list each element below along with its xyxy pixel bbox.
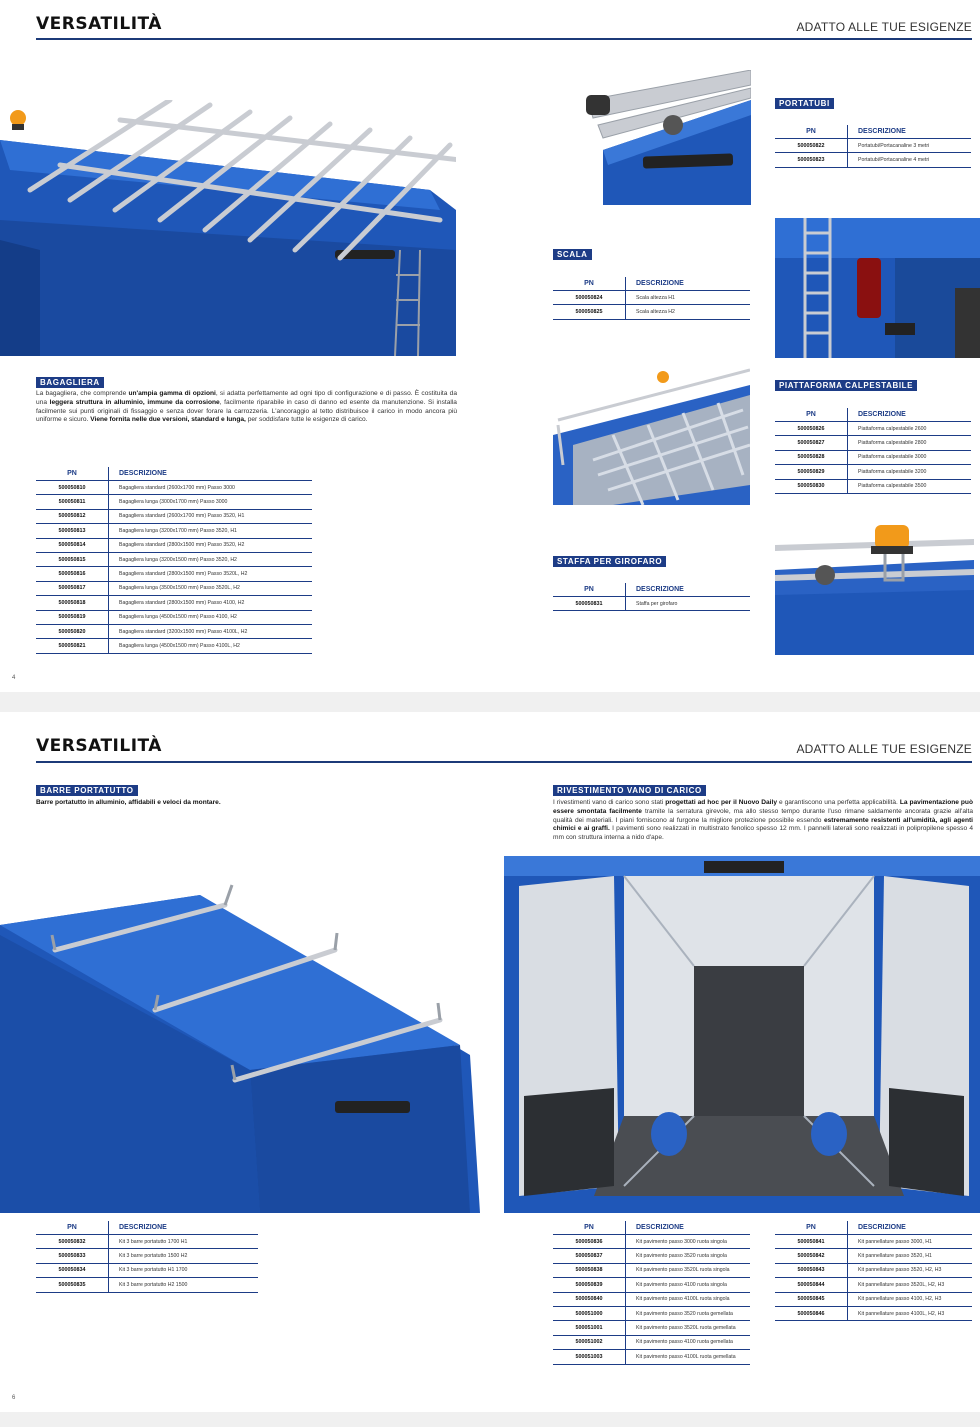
- part-description: Piattaforma calpestabile 3200: [858, 468, 927, 475]
- header-rule: [36, 38, 972, 40]
- part-number: 500051003: [553, 1350, 626, 1363]
- table-row: [36, 625, 312, 639]
- section-tag-portatubi: PORTATUBI: [775, 98, 834, 109]
- table-row: [775, 451, 971, 465]
- part-number: 500050814: [36, 539, 109, 552]
- part-number: 500050844: [775, 1278, 848, 1291]
- table-row: [553, 1249, 750, 1263]
- table-row: [36, 1278, 258, 1292]
- table-row: [775, 1235, 972, 1249]
- part-number: 500050821: [36, 639, 109, 652]
- part-number: 500050816: [36, 567, 109, 580]
- piattaforma-table: [775, 408, 971, 494]
- portatubi-image: [578, 70, 751, 205]
- table-row: [553, 1235, 750, 1249]
- part-description: Kit pavimento passo 3520L ruota singola: [636, 1267, 730, 1274]
- part-description: Kit pavimento passo 4100 ruota singola: [636, 1281, 727, 1288]
- header-descrizione: DESCRIZIONE: [858, 1224, 906, 1231]
- barre-subtitle: Barre portatutto in alluminio, affidabili e veloci da montare.: [36, 799, 221, 806]
- part-number: 500050827: [775, 436, 848, 449]
- table-row: [775, 139, 971, 153]
- header-pn: PN: [553, 1221, 626, 1234]
- part-number: 500050836: [553, 1235, 626, 1248]
- rivestimento-description: I rivestimenti vano di carico sono stati progettati ad hoc per il Nuovo Daily e garantiscono una perfetta applicabilità. La pavimentazione può essere smontata facilmente tramite la serratura girevole, ma allo stesso tempo durante l'uso rimane saldamente ancorata grazie all'alta qualità dei materiali. I piani forniscono al furgone la migliore protezione possibile essendo estremamente resistenti all'umidità, agli agenti chimici e ai graffi. I pavimenti sono realizzati in multistrato fenolico spesso 12 mm. I pannelli laterali sono realizzati in polipropilene spesso 4 mm con struttura interna a nido d'ape.: [553, 799, 973, 842]
- part-number: 500050840: [553, 1293, 626, 1306]
- part-number: 500050846: [775, 1307, 848, 1320]
- part-description: Kit pannellature passo 3520, H1: [858, 1253, 932, 1260]
- part-number: 500050838: [553, 1264, 626, 1277]
- roof-rack-van-image: [0, 100, 456, 356]
- table-row: [36, 596, 312, 610]
- table-row: [775, 1307, 972, 1321]
- page-title: VERSATILITÀ: [36, 14, 162, 34]
- part-number: 500050831: [553, 597, 626, 610]
- part-description: Piattaforma calpestabile 3000: [858, 454, 927, 461]
- table-row: [775, 1249, 972, 1263]
- header-descrizione: DESCRIZIONE: [858, 128, 906, 135]
- table-row: [553, 1293, 750, 1307]
- part-number: 500050826: [775, 422, 848, 435]
- part-number: 500050842: [775, 1249, 848, 1262]
- part-number: 500050834: [36, 1264, 109, 1277]
- part-number: 500051000: [553, 1307, 626, 1320]
- table-row: [36, 1264, 258, 1278]
- part-number: 500050813: [36, 524, 109, 537]
- part-description: Scala altezza H1: [636, 294, 675, 301]
- part-description: Bagagliera standard (2600x1700 mm) Passo 3000: [119, 484, 235, 491]
- part-number: 500050833: [36, 1249, 109, 1262]
- part-description: Kit pavimento passo 4100L ruota singola: [636, 1296, 730, 1303]
- part-number: 500050845: [775, 1293, 848, 1306]
- page-title: VERSATILITÀ: [36, 736, 162, 756]
- page-separator: [0, 1412, 980, 1427]
- part-number: 500050830: [775, 480, 848, 493]
- table-header: [775, 408, 971, 422]
- part-description: Bagagliera standard (2800x1500 mm) Passo 3520L, H2: [119, 571, 248, 578]
- part-description: Kit pavimento passo 4100L ruota gemellata: [636, 1353, 736, 1360]
- header-descrizione: DESCRIZIONE: [119, 470, 167, 477]
- bagagliera-table: [36, 467, 312, 654]
- bagagliera-description: La bagagliera, che comprende un'ampia gamma di opzioni, si adatta perfettamente ad ogni tipo di configurazione e di passo. È costituita da una leggera struttura in alluminio, immune da corrosione, facilmente riparabile in caso di danno ed esente da manutenzione. Si installa facilmente sui punti originali di fissaggio e senza dover forare la carrozzeria. L'ancoraggio al tetto distribuisce il carico in modo ancora più uniforme e sicuro. Viene fornita nelle due versioni, standard e lunga, per soddisfare tutte le esigenze di carico.: [36, 390, 457, 424]
- page-number: 4: [12, 675, 16, 681]
- table-header: [775, 125, 971, 139]
- part-description: Bagagliera lunga (3000x1700 mm) Passo 3000: [119, 499, 228, 506]
- scala-ladder-image: [775, 218, 980, 358]
- table-row: [36, 567, 312, 581]
- part-description: Bagagliera lunga (3200x1500 mm) Passo 3520, H2: [119, 556, 237, 563]
- table-row: [553, 1307, 750, 1321]
- barre-portatutto-image: [0, 855, 480, 1213]
- table-row: [36, 481, 312, 495]
- table-row: [553, 1321, 750, 1335]
- table-row: [553, 1264, 750, 1278]
- section-tag-rivestimento: RIVESTIMENTO VANO DI CARICO: [553, 785, 706, 796]
- table-header: [36, 467, 312, 481]
- table-row: [553, 597, 750, 611]
- page-subtitle: ADATTO ALLE TUE ESIGENZE: [796, 742, 972, 756]
- header-pn: PN: [553, 277, 626, 290]
- table-header: [553, 1221, 750, 1235]
- scala-table: [553, 277, 750, 320]
- part-description: Bagagliera standard (2800x1500 mm) Passo 3520, H2: [119, 542, 245, 549]
- part-number: 500050832: [36, 1235, 109, 1248]
- table-header: [36, 1221, 258, 1235]
- header-descrizione: DESCRIZIONE: [636, 586, 684, 593]
- staffa-table: [553, 583, 750, 611]
- part-description: Bagagliera lunga (4500x1500 mm) Passo 4100, H2: [119, 614, 237, 621]
- part-number: 500050820: [36, 625, 109, 638]
- panel-kit-table: [775, 1221, 972, 1321]
- part-description: Kit pavimento passo 3520 ruota singola: [636, 1253, 727, 1260]
- header-pn: PN: [36, 1221, 109, 1234]
- table-row: [775, 480, 971, 494]
- table-header: [553, 277, 750, 291]
- part-number: 500050837: [553, 1249, 626, 1262]
- part-description: Bagagliera lunga (3200x1700 mm) Passo 3520, H1: [119, 527, 237, 534]
- part-number: 500050843: [775, 1264, 848, 1277]
- header-descrizione: DESCRIZIONE: [858, 411, 906, 418]
- page-separator: [0, 692, 980, 712]
- section-tag-staffa: STAFFA PER GIROFARO: [553, 556, 666, 567]
- floor-kit-table: [553, 1221, 750, 1365]
- part-description: Staffa per girofaro: [636, 600, 678, 607]
- part-description: Piattaforma calpestabile 2800: [858, 440, 927, 447]
- part-description: Scala altezza H2: [636, 309, 675, 316]
- part-number: 500050829: [775, 465, 848, 478]
- table-row: [775, 1278, 972, 1292]
- section-tag-piattaforma: PIATTAFORMA CALPESTABILE: [775, 380, 917, 391]
- part-number: 500051002: [553, 1336, 626, 1349]
- part-description: Kit pavimento passo 4100 ruota gemellata: [636, 1339, 733, 1346]
- part-number: 500050810: [36, 481, 109, 494]
- section-tag-bagagliera: BAGAGLIERA: [36, 377, 104, 388]
- part-number: 500050824: [553, 291, 626, 304]
- part-number: 500050822: [775, 139, 848, 152]
- part-description: Kit pannellature passo 3520L, H2, H3: [858, 1281, 945, 1288]
- table-row: [36, 1249, 258, 1263]
- part-description: Kit 3 barre portatutto 1500 H2: [119, 1253, 188, 1260]
- part-description: Bagagliera lunga (3500x1500 mm) Passo 3520L, H2: [119, 585, 240, 592]
- header-pn: PN: [36, 467, 109, 480]
- part-number: 500050841: [775, 1235, 848, 1248]
- table-row: [36, 539, 312, 553]
- table-row: [775, 436, 971, 450]
- page-subtitle: ADATTO ALLE TUE ESIGENZE: [796, 20, 972, 34]
- table-row: [775, 1264, 972, 1278]
- cargo-lining-image: [504, 856, 980, 1213]
- table-row: [36, 510, 312, 524]
- header-pn: PN: [553, 583, 626, 596]
- header-rule: [36, 761, 972, 763]
- part-description: Bagagliera standard (3200x1500 mm) Passo 4100L, H2: [119, 628, 248, 635]
- header-pn: PN: [775, 125, 848, 138]
- section-tag-barre: BARRE PORTATUTTO: [36, 785, 138, 796]
- table-row: [775, 465, 971, 479]
- header-descrizione: DESCRIZIONE: [636, 280, 684, 287]
- table-row: [36, 1235, 258, 1249]
- part-description: Kit 3 barre portatutto 1700 H1: [119, 1238, 188, 1245]
- table-row: [775, 153, 971, 167]
- table-row: [36, 611, 312, 625]
- barre-table: [36, 1221, 258, 1293]
- part-number: 500050819: [36, 611, 109, 624]
- part-number: 500050811: [36, 495, 109, 508]
- header-descrizione: DESCRIZIONE: [636, 1224, 684, 1231]
- girofaro-bracket-image: [775, 520, 974, 655]
- part-number: 500050818: [36, 596, 109, 609]
- part-description: Kit 3 barre portatutto H1 1700: [119, 1267, 188, 1274]
- table-row: [36, 524, 312, 538]
- part-number: 500051001: [553, 1321, 626, 1334]
- part-description: Kit pavimento passo 3520 ruota gemellata: [636, 1310, 733, 1317]
- piattaforma-image: [553, 365, 750, 505]
- table-row: [553, 305, 750, 319]
- part-description: Kit pannellature passo 4100L, H2, H3: [858, 1310, 945, 1317]
- part-description: Kit pannellature passo 3520, H2, H3: [858, 1267, 942, 1274]
- part-description: Portatubi/Portacanaline 4 metri: [858, 157, 930, 164]
- catalog-page-4: [0, 0, 980, 692]
- part-number: 500050817: [36, 582, 109, 595]
- page-number: 6: [12, 1395, 16, 1401]
- part-number: 500050835: [36, 1278, 109, 1291]
- part-description: Kit pavimento passo 3520L ruota gemellata: [636, 1325, 736, 1332]
- part-number: 500050828: [775, 451, 848, 464]
- table-header: [775, 1221, 972, 1235]
- part-number: 500050823: [775, 153, 848, 166]
- table-row: [36, 582, 312, 596]
- part-number: 500050825: [553, 305, 626, 318]
- header-pn: PN: [775, 1221, 848, 1234]
- part-description: Portatubi/Portacanaline 3 metri: [858, 142, 930, 149]
- table-row: [36, 495, 312, 509]
- table-row: [775, 422, 971, 436]
- table-row: [553, 291, 750, 305]
- table-row: [553, 1336, 750, 1350]
- section-tag-scala: SCALA: [553, 249, 592, 260]
- part-description: Kit pavimento passo 3000 ruota singola: [636, 1238, 727, 1245]
- part-description: Kit pannellature passo 3000, H1: [858, 1238, 932, 1245]
- part-description: Piattaforma calpestabile 2600: [858, 425, 927, 432]
- part-description: Bagagliera standard (2800x1500 mm) Passo 4100, H2: [119, 599, 245, 606]
- table-row: [36, 639, 312, 653]
- part-number: 500050839: [553, 1278, 626, 1291]
- table-header: [553, 583, 750, 597]
- part-description: Kit 3 barre portatutto H2 1500: [119, 1281, 188, 1288]
- table-row: [553, 1350, 750, 1364]
- catalog-page-6: [0, 712, 980, 1412]
- part-number: 500050812: [36, 510, 109, 523]
- table-row: [36, 553, 312, 567]
- table-row: [553, 1278, 750, 1292]
- part-description: Piattaforma calpestabile 3500: [858, 483, 927, 490]
- part-description: Bagagliera standard (2600x1700 mm) Passo 3520, H1: [119, 513, 245, 520]
- header-descrizione: DESCRIZIONE: [119, 1224, 167, 1231]
- table-row: [775, 1293, 972, 1307]
- part-description: Kit pannellature passo 4100, H2, H3: [858, 1296, 942, 1303]
- header-pn: PN: [775, 408, 848, 421]
- part-description: Bagagliera lunga (4500x1500 mm) Passo 4100L, H2: [119, 642, 240, 649]
- part-number: 500050815: [36, 553, 109, 566]
- portatubi-table: [775, 125, 971, 168]
